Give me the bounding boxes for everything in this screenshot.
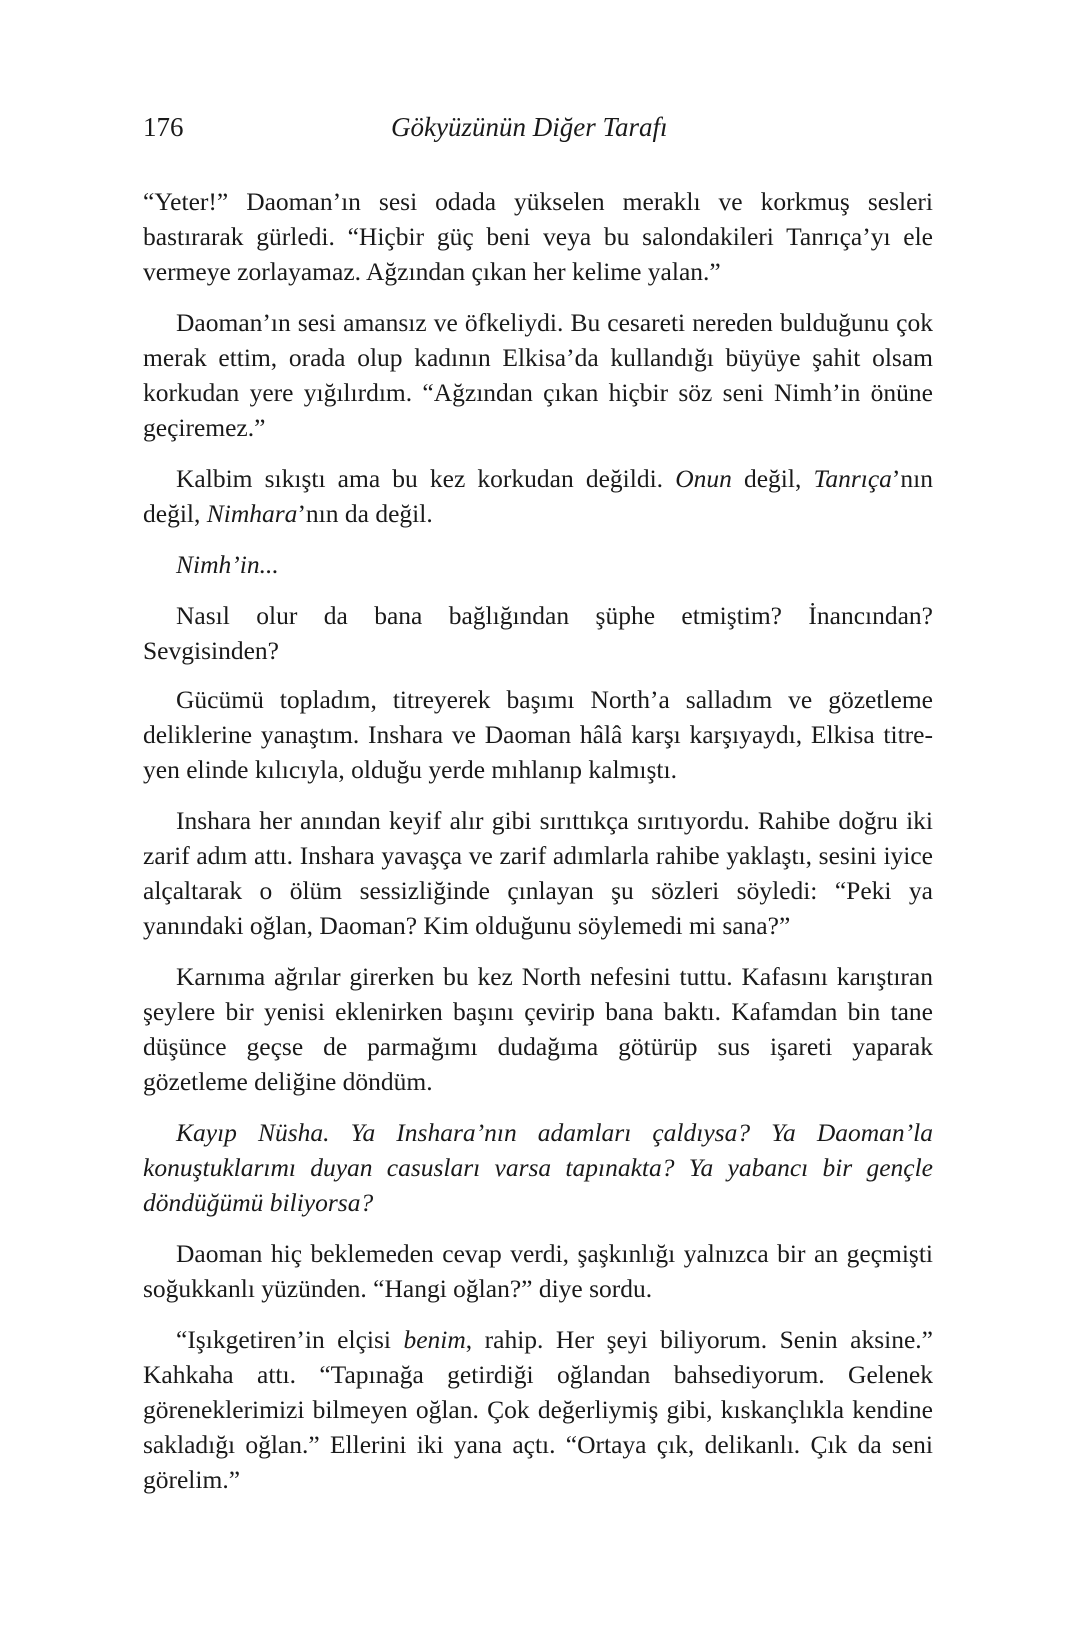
emphasis-nimhin: Nimh’in... — [176, 550, 279, 579]
paragraph-9 — [143, 1115, 933, 1220]
paragraph-5 — [143, 598, 933, 668]
paragraph-text: ’nın da değil. — [297, 499, 433, 528]
paragraph-text: , rahip. Her şeyi biliyorum. Senin aksine.” Kahkaha attı. “Tapınağa getirdiği oğlandan bahsediyorum. Gelenek göreneklerimizi bilmeyen oğlan. Çok değerliymiş gibi, kıskançlıkla kendine sakladığı oğlan.” Ellerini iki yana açtı. “Ortaya çık, delikanlı. Çık da seni görelim.” — [143, 1325, 933, 1494]
paragraph-text: Gücümü topladım, titreyerek başımı North’a salladım ve gözetleme deliklerine yanaştım. Inshara ve Daoman hâlâ karşı karşıyaydı, Elkisa titreyen elinde kılıcıyla, olduğu yerde mıhlanıp kalmıştı. — [143, 685, 933, 784]
paragraph-6 — [143, 682, 933, 787]
paragraph-text: Daoman hiç beklemeden cevap verdi, şaşkınlığı yalnızca bir an geçmişti soğukkanlı yüzünden. “Hangi oğlan?” diye sordu. — [143, 1239, 933, 1303]
paragraph-text: Karnıma ağrılar girerken bu kez North nefesini tuttu. Kafasını karıştıran şeylere bir yenisi eklenirken başını çevirip bana baktı. Kafamdan bin tane düşünce geçse de parmağımı dudağıma götürüp sus işareti yaparak gözetleme deliğine döndüm. — [143, 962, 933, 1096]
emphasis-benim: benim — [403, 1325, 466, 1354]
paragraph-7 — [143, 803, 933, 943]
paragraph-11 — [143, 1322, 933, 1497]
paragraph-text: Inshara her anından keyif alır gibi sırıttıkça sırıtıyordu. Rahibe doğru iki zarif adım attı. Inshara yavaşça ve zarif adımlarla rahibe yaklaştı, sesini iyice alçaltarak o ölüm sessizliğinde çınlayan şu sözleri söyledi: “Peki ya yanındaki oğlan, Daoman? Kim olduğunu söylemedi mi sana?” — [143, 806, 933, 940]
emphasis-onun: Onun — [675, 464, 732, 493]
emphasis-tanrica: Tanrıça — [813, 464, 892, 493]
paragraph-10 — [143, 1236, 933, 1306]
paragraph-8 — [143, 959, 933, 1099]
italic-thoughts: Kayıp Nüsha. Ya Inshara’nın adamları çaldıysa? Ya Daoman’la konuştuklarımı duyan casusları varsa tapınakta? Ya yabancı bir gençle döndüğümü biliyorsa? — [143, 1118, 933, 1217]
paragraph-text: “Yeter!” Daoman’ın sesi odada yükselen meraklı ve korkmuş sesleri bastırarak gürledi. “Hiçbir güç beni veya bu salondakileri Tanrıça’yı ele vermeye zorlayamaz. Ağzından çıkan her kelime yalan.” — [143, 187, 933, 286]
paragraph-text: değil, — [731, 464, 814, 493]
paragraph-text: Nasıl olur da bana bağlığından şüphe etmiştim? İnancından? Sevgisinden? — [143, 601, 933, 665]
paragraph-text: Kalbim sıkıştı ama bu kez korkudan değildi. — [176, 464, 676, 493]
paragraph-4 — [143, 547, 933, 582]
paragraph-1 — [143, 184, 933, 289]
paragraph-2 — [143, 305, 933, 445]
paragraph-text: ’nın değil, — [143, 464, 933, 528]
paragraph-3 — [143, 461, 933, 531]
paragraph-text: Daoman’ın sesi amansız ve öfkeliydi. Bu cesareti nereden bulduğunu çok merak ettim, orada olup kadının Elkisa’da kullandığı büyüye şahit olsam korkudan yere yığılırdım. “Ağzından çıkan hiçbir söz seni Nimh’in önüne geçiremez.” — [143, 308, 933, 442]
page-number: 176 — [143, 112, 184, 142]
running-title: Gökyüzünün Diğer Tarafı — [391, 112, 668, 142]
emphasis-nimhara: Nimhara — [206, 499, 298, 528]
book-body-text — [143, 184, 933, 1513]
paragraph-text: “Işıkgetiren’in elçisi — [176, 1325, 404, 1354]
page-header — [143, 112, 933, 152]
